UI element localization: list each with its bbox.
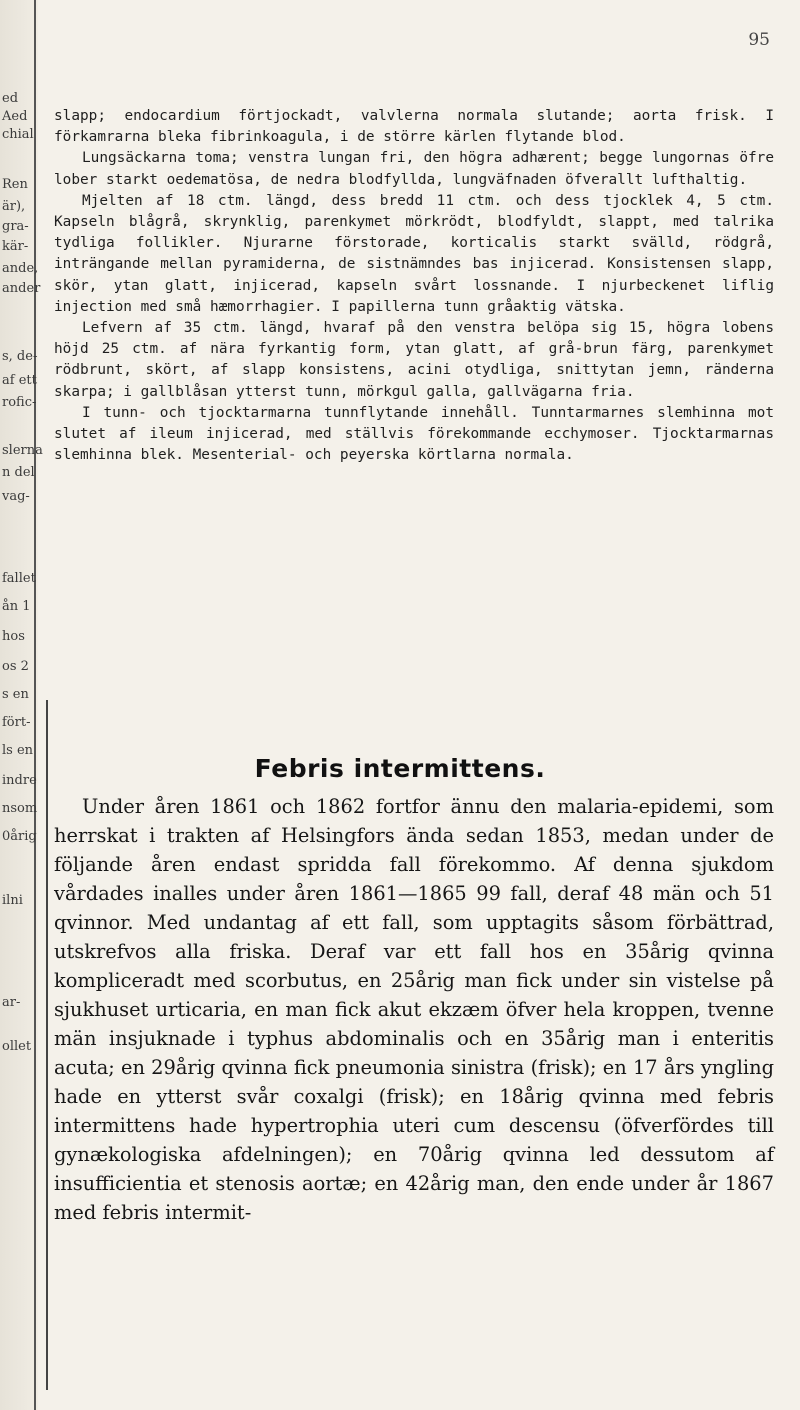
- margin-fragment: s en: [2, 687, 29, 702]
- margin-fragment: fört-: [2, 715, 31, 730]
- gutter-rule: [46, 700, 48, 1390]
- section-body: [54, 792, 774, 1227]
- margin-fragment: indre: [2, 773, 37, 788]
- margin-fragment: kär-: [2, 239, 29, 254]
- paragraph: Lungsäckarna toma; venstra lungan fri, den högra adhærent; begge lungornas öfre lober starkt oedematösa, de nedra blodfyllda, lungväfnaden öfverallt lufthaltig.: [54, 150, 774, 188]
- autopsy-text-block: [54, 106, 774, 466]
- margin-fragment: är),: [2, 199, 26, 214]
- margin-fragment: gra-: [2, 219, 29, 234]
- paragraph: slapp; endocardium förtjockadt, valvlerna normala slutande; aorta frisk. I förkamrarna bleka fibrinkoagula, i de större kärlen flytande blod.: [54, 108, 774, 146]
- margin-fragment: vag-: [2, 489, 30, 504]
- paragraph: I tunn- och tjocktarmarna tunnflytande innehåll. Tunntarmarnes slemhinna mot slutet af ileum injicerad, med ställvis förekommande ecchymoser. Tjocktarmarnas slemhinna blek. Mesenterial- och peyerska körtlarna normala.: [54, 404, 774, 464]
- margin-fragment: ollet: [2, 1039, 32, 1054]
- margin-fragment: hos: [2, 629, 25, 644]
- margin-fragment: Aed: [2, 109, 28, 124]
- margin-fragment: s, de-: [2, 349, 38, 364]
- margin-fragment: os 2: [2, 659, 29, 674]
- margin-fragment: fallet: [2, 571, 36, 586]
- margin-fragment: ar-: [2, 995, 21, 1010]
- margin-fragment: ed: [2, 91, 19, 106]
- margin-fragment: ander: [2, 281, 41, 296]
- margin-fragment: af ett: [2, 373, 37, 388]
- margin-fragment: ån 1: [2, 599, 31, 614]
- margin-fragment: slerna: [2, 443, 43, 458]
- page-number: 95: [748, 30, 770, 50]
- margin-fragment: nsom: [2, 801, 38, 816]
- margin-fragment: Ren: [2, 177, 28, 192]
- margin-fragment: n del: [2, 465, 35, 480]
- margin-fragment: ilni: [2, 893, 23, 908]
- margin-fragment: 0årig: [2, 829, 37, 844]
- paragraph: Under åren 1861 och 1862 fortfor ännu den malaria-epidemi, som herrskat i trakten af Helsingfors ända sedan 1853, medan under de följande åren endast spridda fall förekommo. Af denna sjukdom vårdades inalles under åren 1861—1865 99 fall, deraf 48 män och 51 qvinnor. Med undantag af ett fall, som upptagits såsom förbättrad, utskrefvos alla friska. Deraf var ett fall hos en 35årig qvinna kompliceradt med scorbutus, en 25årig man fick under sin vistelse på sjukhuset urticaria, en man fick akut ekzæm öfver hela kroppen, tvenne män insjuknade i typhus abdominalis och en 35årig man i enteritis acuta; en 29årig qvinna fick pneumonia sinistra (frisk); en 17 års yngling hade en ytterst svår coxalgi (frisk); en 18årig qvinna med febris intermittens hade hypertrophia uteri cum descensu (öfverfördes till gynækologiska afdelningen); en 70årig qvinna led dessutom af insufficientia et stenosis aortæ; en 42årig man, den ende under år 1867 med febris intermit-: [54, 795, 774, 1224]
- paragraph: Mjelten af 18 ctm. längd, dess bredd 11 ctm. och dess tjocklek 4, 5 ctm. Kapseln blågrå, skrynklig, parenkymet mörkrödt, blodfyldt, slappt, med talrika tydliga follikler. Njurarne förstorade, korticalis starkt svälld, rödgrå, inträngande mellan pyramiderna, de sistnämndes bas injicerad. Konsistensen slapp, skör, ytan glatt, injicerad, kapseln svårt lossnande. I njurbeckenet liflig injection med små hæmorrhagier. I papillerna tunn gråaktig vätska.: [54, 192, 774, 315]
- margin-fragment: ande,: [2, 261, 39, 276]
- margin-fragment: ls en: [2, 743, 34, 758]
- margin-fragment: rofic-: [2, 395, 37, 410]
- paragraph: Lefvern af 35 ctm. längd, hvaraf på den venstra belöpa sig 15, högra lobens höjd 25 ctm. af nära fyrkantig form, ytan glatt, af grå-brun färg, parenkymet rödbrunt, skört, af slapp konsistens, acini otydliga, snittytan jemn, ränderna skarpa; i gallblåsan ytterst tunn, mörkgul galla, gallvägarna fria.: [54, 320, 774, 400]
- section-heading: Febris intermittens.: [254, 754, 546, 783]
- margin-fragment: chial: [2, 127, 34, 142]
